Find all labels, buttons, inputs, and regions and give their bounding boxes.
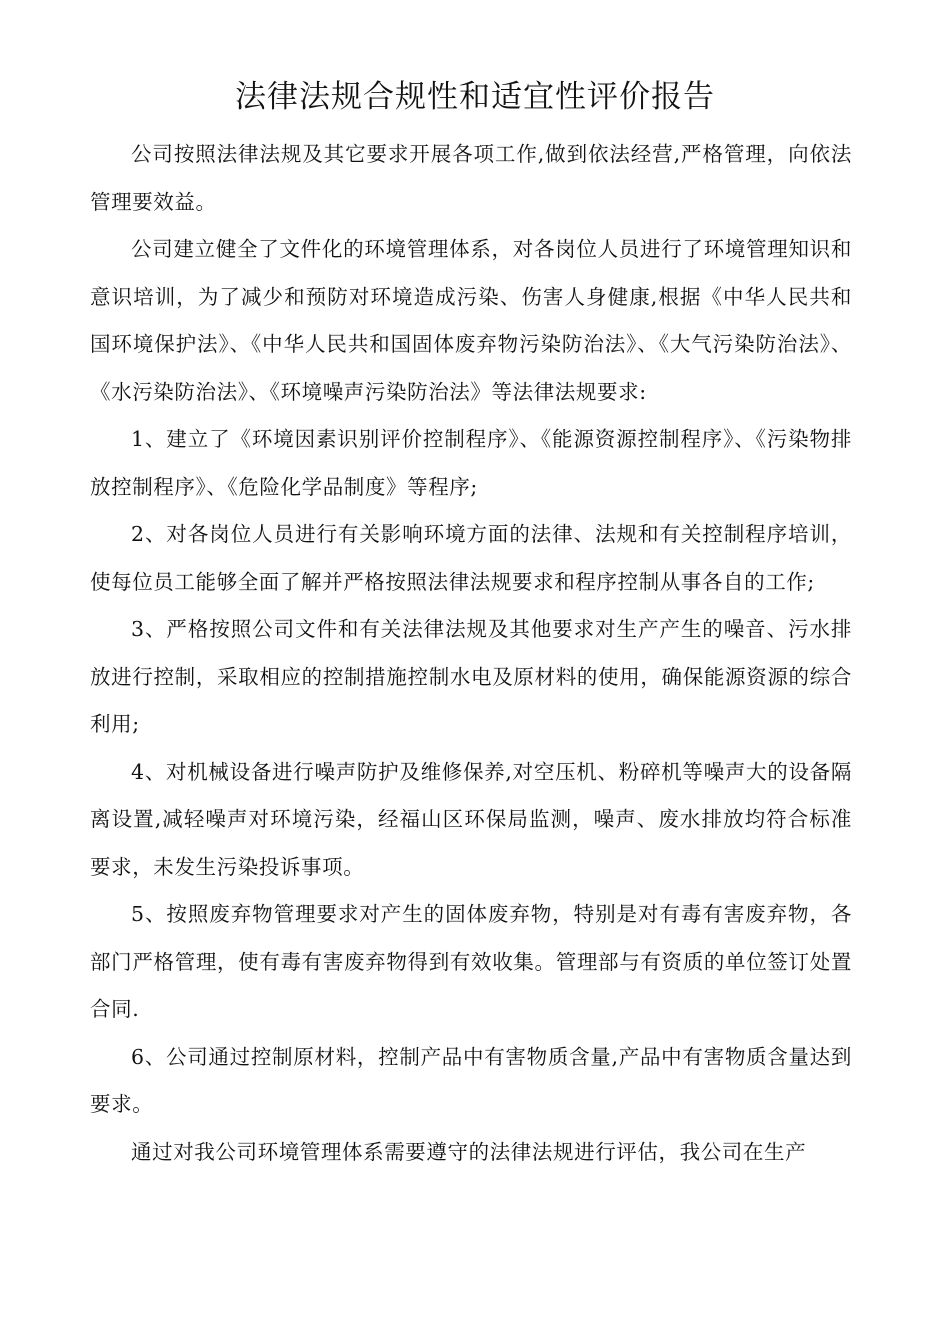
document-body — [90, 131, 852, 1176]
list-item-1: 1、建立了《环境因素识别评价控制程序》、《能源资源控制程序》、《污染物排放控制程序》、《危险化学品制度》等程序; — [90, 427, 852, 499]
list-item-4: 4、对机械设备进行噪声防护及维修保养,对空压机、粉碎机等噪声大的设备隔离设置,减轻噪声对环境污染，经福山区环保局监测，噪声、废水排放均符合标准要求，未发生污染投诉事项。 — [90, 759, 852, 879]
management-system-paragraph: 公司建立健全了文件化的环境管理体系，对各岗位人员进行了环境管理知识和意识培训，为了减少和预防对环境造成污染、伤害人身健康,根据《中华人民共和国环境保护法》、《中华人民共和国固体废弃物污染防治法》、《大气污染防治法》、《水污染防治法》、《环境噪声污染防治法》等法律法规要求: — [90, 237, 852, 404]
list-item-6: 6、公司通过控制原材料，控制产品中有害物质含量,产品中有害物质含量达到要求。 — [90, 1044, 852, 1116]
list-item-5: 5、按照废弃物管理要求对产生的固体废弃物，特别是对有毒有害废弃物，各部门严格管理，使有毒有害废弃物得到有效收集。管理部与有资质的单位签订处置合同. — [90, 902, 852, 1021]
conclusion-paragraph: 通过对我公司环境管理体系需要遵守的法律法规进行评估，我公司在生产 — [131, 1139, 807, 1164]
document-title: 法律法规合规性和适宜性评价报告 — [235, 79, 715, 115]
list-item-2: 2、对各岗位人员进行有关影响环境方面的法律、法规和有关控制程序培训，使每位员工能够全面了解并严格按照法律法规要求和程序控制从事各自的工作; — [90, 522, 852, 594]
list-item-3: 3、严格按照公司文件和有关法律法规及其他要求对生产产生的噪音、污水排放进行控制，采取相应的控制措施控制水电及原材料的使用，确保能源资源的综合利用; — [90, 617, 852, 736]
intro-paragraph: 公司按照法律法规及其它要求开展各项工作,做到依法经营,严格管理，向依法管理要效益。 — [90, 142, 852, 214]
